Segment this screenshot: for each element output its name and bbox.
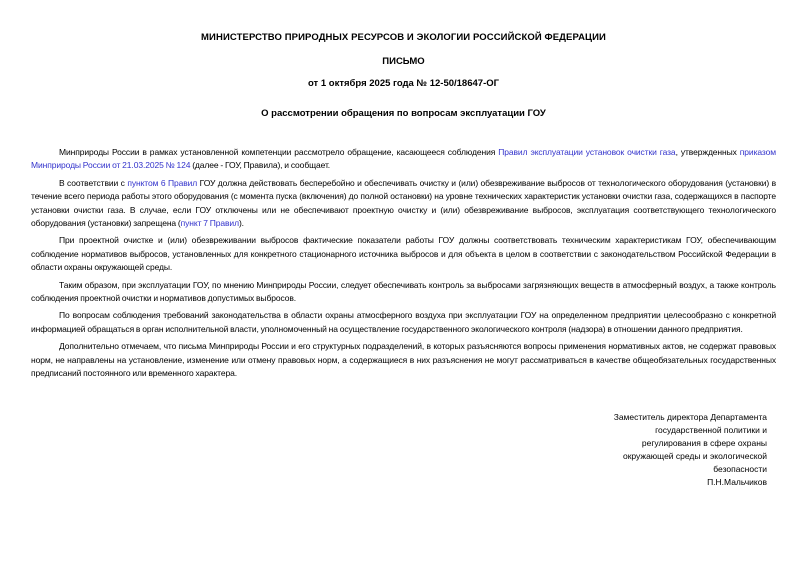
paragraph-text: По вопросам соблюдения требований законодательства в области охраны атмосферного воздуха при эксплуатации ГОУ на определенном предприятии целесообразно с конкретной информацией обращаться в орган исполнительной власти, уполномоченный на осуществление государственного экологического контроля (надзора) в отношении данного предприятия. [31, 310, 776, 334]
paragraph-text: В соответствии с [59, 177, 128, 188]
paragraph [31, 279, 776, 306]
signature-block [31, 411, 776, 489]
ministry-title: МИНИСТЕРСТВО ПРИРОДНЫХ РЕСУРСОВ И ЭКОЛОГИИ РОССИЙСКОЙ ФЕДЕРАЦИИ [201, 32, 606, 43]
letter-header [31, 0, 776, 119]
document-link[interactable]: приказом Минприроды России от 21.03.2025 № 124 [31, 147, 776, 171]
paragraph-text: При проектной очистке и (или) обезвреживании выбросов фактические показатели работы ГОУ должны соответствовать техническим характеристикам ГОУ, обеспечивающим соблюдение нормативов выбросов, установленных для конкретного стационарного источника выбросов и для объекта в целом в соответствии с законодательством Российской Федерации в области охраны окружающей среды. [31, 235, 776, 273]
signature-line: Заместитель директора Департамента [613, 411, 767, 422]
paragraph-text: Дополнительно отмечаем, что письма Минприроды России и его структурных подразделений, в которых разъясняются вопросы применения нормативных актов, не содержат правовых норм, не направлены на установление, изменение или отмену правовых норм, а содержащиеся в них разъяснения не могут рассматриваться в качестве общеобязательных государственных предписаний постоянного или временного характера. [31, 341, 776, 379]
document-type: ПИСЬМО [382, 56, 425, 67]
paragraph [31, 309, 776, 336]
document-subject: О рассмотрении обращения по вопросам эксплуатации ГОУ [261, 108, 546, 119]
paragraph [31, 340, 776, 380]
paragraph-text: ). [238, 218, 244, 229]
paragraph-text: , утвержденных [675, 147, 740, 157]
document-link[interactable]: пункт 7 Правил [180, 218, 239, 229]
signature-line: регулирования в сфере охраны [641, 437, 767, 448]
document-link[interactable]: пунктом 6 Правил [127, 177, 198, 188]
signature-line: окружающей среды и экологической [622, 450, 767, 461]
paragraph [31, 177, 776, 231]
paragraph-text: ГОУ должна действовать бесперебойно и обеспечивать очистку и (или) обезвреживание выбросов от технологического оборудования (установки) в течение всего периода работы этого оборудования (с момента пуска (включения) до полной остановки) на уровне технических характеристик установки очистки газа, содержащихся в паспорте установки очистки газа. В случае, если ГОУ отключены или не обеспечивают проектную очистку и (или) обезвреживание выбросов, эксплуатация соответствующего технологического оборудования (установки) запрещена ( [31, 177, 776, 229]
paragraph [31, 146, 776, 173]
signature-line: безопасности [713, 463, 767, 474]
paragraph [31, 234, 776, 274]
signature-line: государственной политики и [655, 424, 767, 435]
document-link[interactable]: Правил эксплуатации установок очистки газа [498, 147, 676, 157]
paragraph-text: Таким образом, при эксплуатации ГОУ, по мнению Минприроды России, следует обеспечивать контроль за выбросами загрязняющих веществ в атмосферный воздух, а также контроль соблюдения проектной очистки и нормативов допустимых выбросов. [31, 279, 776, 304]
signature-line: П.Н.Мальчиков [707, 476, 767, 487]
paragraph-text: (далее - ГОУ, Правила), и сообщает. [190, 160, 331, 171]
paragraph-text: Минприроды России в рамках установленной компетенции рассмотрело обращение, касающееся соблюдения [59, 147, 499, 157]
letter-body [31, 146, 776, 381]
document-date-number: от 1 октября 2025 года № 12-50/18647-ОГ [307, 78, 500, 89]
